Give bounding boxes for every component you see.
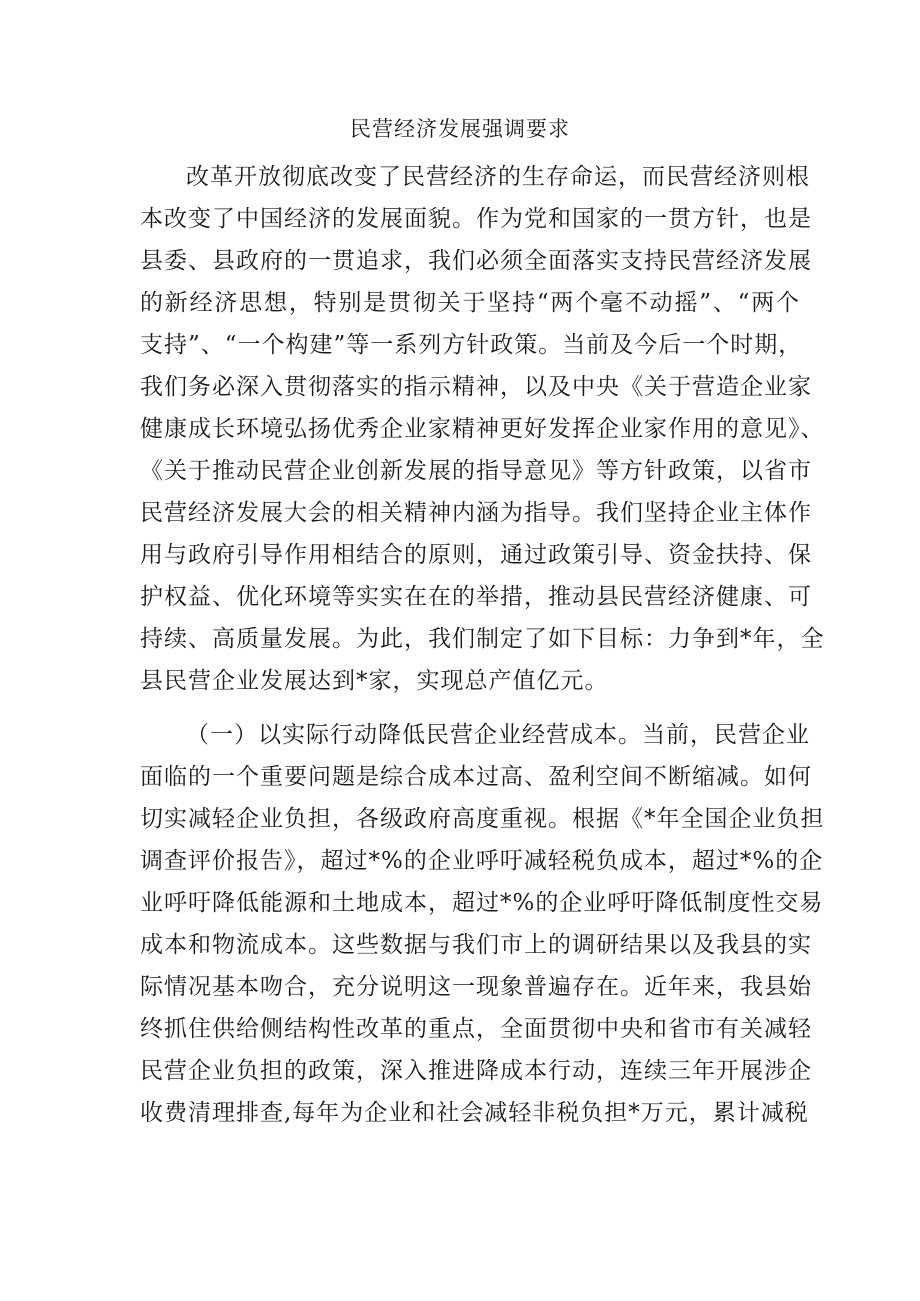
paragraph-line: 县委、县政府的一贯追求，我们必须全面落实支持民营经济发展 <box>140 248 812 274</box>
paragraph-line: 健康成长环境弘扬优秀企业家精神更好发挥企业家作用的意见》、 <box>140 416 825 442</box>
paragraph-line: 业呼吁降低能源和土地成本，超过*%的企业呼吁降低制度性交易 <box>140 890 824 916</box>
paragraph-line: 际情况基本吻合，充分说明这一现象普遍存在。近年来，我县始 <box>140 974 812 1000</box>
paragraph-line: 护权益、优化环境等实实在在的举措，推动县民营经济健康、可 <box>140 584 812 610</box>
paragraph-line: 县民营企业发展达到*家，实现总产值亿元。 <box>140 668 609 694</box>
paragraph-line: 民营经济发展大会的相关精神内涵为指导。我们坚持企业主体作 <box>140 500 812 526</box>
document-title: 民营经济发展强调要求 <box>350 117 570 141</box>
paragraph-line: （一）以实际行动降低民营企业经营成本。当前，民营企业 <box>186 722 810 748</box>
paragraph-line: 面临的一个重要问题是综合成本过高、盈利空间不断缩减。如何 <box>140 764 812 790</box>
paragraph-line: 改革开放彻底改变了民营经济的生存命运，而民营经济则根 <box>186 164 810 190</box>
paragraph-line: 的新经济思想，特别是贯彻关于坚持“两个毫不动摇”、“两个 <box>140 290 800 316</box>
paragraph-line: 用与政府引导作用相结合的原则，通过政策引导、资金扶持、保 <box>140 542 812 568</box>
paragraph-line: 《关于推动民营企业创新发展的指导意见》等方针政策，以省市 <box>140 458 812 484</box>
paragraph-line: 持续、高质量发展。为此，我们制定了如下目标：力争到*年，全 <box>140 626 825 652</box>
paragraph-line: 我们务必深入贯彻落实的指示精神，以及中央《关于营造企业家 <box>140 374 812 400</box>
paragraph-line: 民营企业负担的政策，深入推进降成本行动，连续三年开展涉企 <box>140 1058 812 1084</box>
paragraph-line: 本改变了中国经济的发展面貌。作为党和国家的一贯方针，也是 <box>140 206 812 232</box>
paragraph-line: 支持”、“一个构建”等一系列方针政策。当前及今后一个时期， <box>140 332 803 358</box>
paragraph-line: 调查评价报告》，超过*%的企业呼吁减轻税负成本，超过*%的企 <box>140 848 824 874</box>
paragraph-line: 成本和物流成本。这些数据与我们市上的调研结果以及我县的实 <box>140 932 812 958</box>
paragraph-line: 终抓住供给侧结构性改革的重点，全面贯彻中央和省市有关减轻 <box>140 1016 812 1042</box>
paragraph-line: 收费清理排查,每年为企业和社会减轻非税负担*万元，累计减税 <box>140 1100 809 1126</box>
paragraph-line: 切实减轻企业负担，各级政府高度重视。根据《*年全国企业负担 <box>140 806 825 832</box>
